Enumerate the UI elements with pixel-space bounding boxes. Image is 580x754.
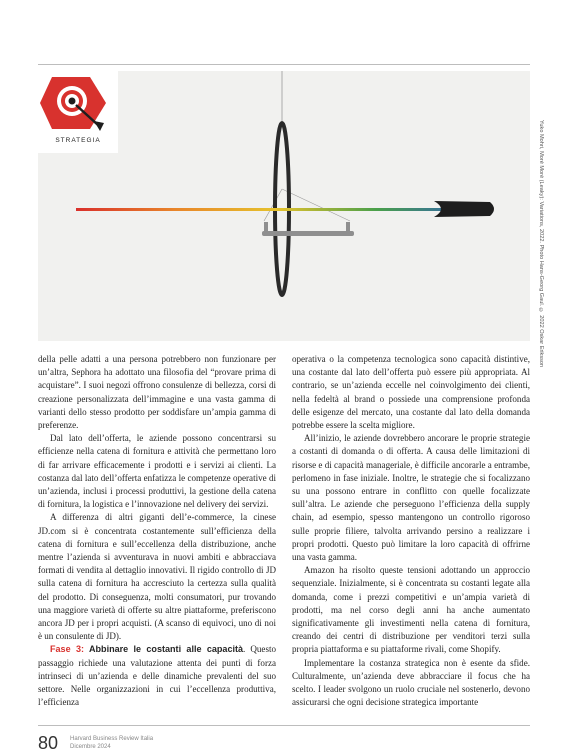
right-column bbox=[292, 353, 530, 709]
left-column bbox=[38, 353, 276, 709]
footer-info bbox=[70, 735, 153, 751]
top-rule bbox=[38, 64, 530, 65]
section-label: STRATEGIA bbox=[55, 137, 101, 144]
paragraph: Dal lato dell’offerta, le aziende possono concentrarsi su efficienze nella catena di fornitura e attività che permettano loro di far arrivare efficacemente i prodotti e i servizi ai clienti. La costanza dal lato dell’offerta enfatizza le competenze operative di un’azienda, inclusi i processi produttivi, la gestione della catena di fornitura, la logistica e l’innovazione nel delivery dei servizi. bbox=[38, 433, 276, 510]
target-icon bbox=[38, 71, 118, 135]
paragraph: A differenza di altri giganti dell’e-commerce, la cinese JD.com si è concentrata costantemente sull’efficienza della catena di fornitura e sull’eccellenza della distribuzione, anche mentre l’azienda si avventurava in nuovi ambiti e abbracciava formati di vendita al dettaglio innovativi. Il rigido controllo di JD sulla catena di fornitura ha accresciuto la certezza sulla qualità del prodotto. Di conseguenza, molti consumatori, pur trovando una maggiore varietà di offerte su altre piattaforme, preferiscono ancora JD per i propri acquisti. (A scanso di equivoci, uno di noi è un consulente di JD). bbox=[38, 512, 276, 642]
publication-name: Harvard Business Review Italia bbox=[70, 736, 154, 742]
section-heading bbox=[50, 644, 243, 654]
paragraph: della pelle adatti a una persona potrebbero non funzionare per un’altra, Sephora ha adottato una filosofia del “provare prima di acquistare”. I suoi negozi offrono consulenze di bellezza, corsi di creazione personalizzata dell’immagine e una vasta gamma di varianti dello stesso prodotto per soddisfare un’ampia gamma di preferenze. bbox=[38, 354, 276, 431]
step-number: Fase 3: bbox=[50, 644, 84, 655]
step-title: Abbinare le costanti alle capacità bbox=[89, 644, 244, 655]
paragraph-text: . Questo passaggio richiede una valutazione attenta dei punti di forza intrinseci di un’azienda e delle dinamiche prevalenti del suo settore. Nelle organizzazioni in cui l’eccellenza produttiva, l’efficienza bbox=[38, 644, 277, 708]
section-badge bbox=[38, 71, 118, 153]
paragraph: operativa o la competenza tecnologica sono capacità distintive, una costante dal lato dell’offerta può essere più appropriata. Al contrario, se un’azienda eccelle nel coinvolgimento dei clienti, nella fedeltà al brand o possiede una comprensione profonda delle esigenze del mercato, una costante dal lato della domanda potrebbe essere la scelta migliore. bbox=[292, 354, 530, 431]
bottom-rule bbox=[38, 725, 530, 726]
paragraph: All’inizio, le aziende dovrebbero ancorare le proprie strategie a costanti di domanda o di offerta. A causa delle limitazioni di risorse e di capacità manageriale, è difficile ancorarle a entrambe, perlomeno in fase iniziale. Inoltre, le strategie che si focalizzano su una possono entrare in conflitto con quelle focalizzate sull’altra. Le aziende che perseguono l’efficienza della supply chain, ad esempio, spesso mantengono un controllo rigoroso sulle proprie filiere, talvolta arrivando persino a realizzare i propri prodotti. Questo può limitare la loro capacità di offrirne una vasta gamma. bbox=[292, 433, 530, 563]
page-number: 80 bbox=[38, 733, 59, 753]
paragraph: Amazon ha risolto queste tensioni adottando un approccio sequenziale. Inizialmente, si è concentrata su costanti legate alla domanda, come i prezzi competitivi e un’ampia varietà di prodotti, ma nel corso degli anni ha anche aumentato significativamente gli investimenti nella catena di fornitura, creando dei centri di distribuzione per venditori terzi sulla propria piattaforma e su piattaforme rivali, come Shopify. bbox=[292, 565, 530, 655]
paragraph bbox=[38, 643, 276, 709]
issue-date: Dicembre 2024 bbox=[70, 744, 111, 750]
photo-credit: Yuko Mohri, Moré Moré (Leaky): Variations, 2022. Photo Hans-Georg Gaul. © 2022 Oskar Eriksson bbox=[538, 120, 544, 368]
paragraph: Implementare la costanza strategica non è esente da sfide. Culturalmente, un’azienda deve abbracciare il focus che ha scelto. I leader svolgono un ruolo cruciale nel sostenerlo, devono assicurarsi che ogni decisione strategica importante bbox=[292, 657, 530, 708]
